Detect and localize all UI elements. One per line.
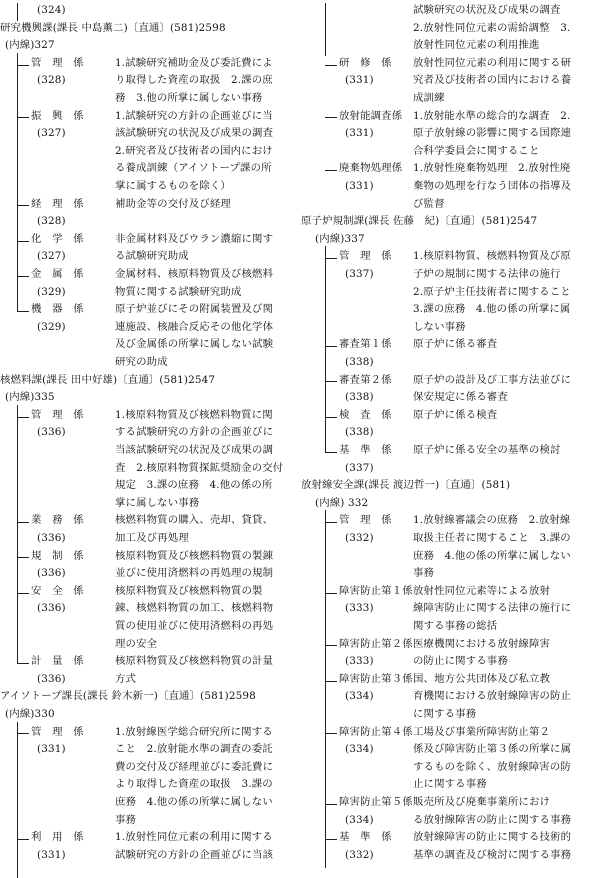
extension-number: (336) (37, 426, 66, 439)
section-name: 障害防止第３係 (339, 672, 413, 685)
duty-text: る養成訓練（アイソトープ課の所 (115, 162, 272, 175)
section-name: 経 理 係 (31, 197, 84, 210)
duty-text: 1.核原料物質、核燃料物質及び原 (413, 250, 571, 263)
section-name: 機 器 係 (31, 303, 84, 316)
tree-connector (325, 246, 326, 451)
duty-text: 関する事務の総括 (413, 620, 498, 632)
section-name: 安 全 係 (31, 584, 84, 597)
extension-number: (327) (37, 127, 66, 140)
duty-text: 育機関における放射線障害の防止 (413, 690, 572, 703)
tree-branch (325, 452, 337, 453)
duty-text: する試験研究の方針の企画並びに (115, 426, 274, 439)
duty-text: る試験研究助成 (115, 250, 189, 263)
section-name: 障害防止第５係 (339, 796, 413, 808)
duty-text: 方式 (115, 672, 137, 685)
tree-branch (17, 663, 29, 664)
section-name: 障害防止第４係 (339, 725, 413, 738)
extension-number: (336) (37, 532, 66, 544)
duty-text: 務 3.他の所掌に属しない事務 (115, 92, 263, 104)
duty-text: 究者及び技術者の国内における養 (413, 74, 572, 87)
tree-connector (17, 53, 18, 311)
duty-text: 医療機関における放射線障害 (413, 637, 551, 650)
duty-text: る放射線障害の防止に関する事務 (413, 813, 572, 826)
duty-text: 2.放射性同位元素の需給調整 3. (413, 21, 571, 34)
tree-branch (325, 839, 337, 840)
duty-text: り取得した資産の取扱 2.課の庶 (115, 74, 273, 87)
extension-number: (331) (345, 127, 374, 140)
duty-text: 事務 (413, 567, 435, 580)
duty-text: 費の交付及び経理並びに委託費に (115, 760, 274, 773)
tree-branch (325, 593, 337, 594)
extension-number: (334) (345, 813, 374, 826)
duty-text: 線障害防止に関する法律の施行に (413, 602, 572, 615)
section-name: 管 理 係 (31, 408, 84, 421)
section-name: 研 修 係 (339, 56, 392, 69)
duty-text: 3.課の庶務 4.他の係の所掌に属 (413, 303, 571, 316)
extension-number: (324) (37, 4, 66, 16)
extension-number: (327) (37, 250, 66, 263)
section-name: 金 属 係 (31, 268, 84, 280)
duty-text: 金属材料、核原料物質及び核燃料 (115, 268, 274, 280)
duty-text: 理の安全 (115, 637, 158, 650)
duty-text: 係及び障害防止第３係の所掌に属 (413, 743, 572, 756)
section-name: 障害防止第２係 (339, 637, 413, 650)
extension-number: (336) (37, 567, 66, 580)
duty-text: 加工及び再処理 (115, 532, 189, 544)
extension-number: (内線)327 (5, 39, 55, 52)
duty-text: 質の使用並びに使用済燃料の再処 (115, 620, 274, 632)
section-name: 廃棄物処理係 (339, 162, 403, 175)
duty-text: 放射性同位元素の利用推進 (413, 39, 540, 52)
duty-text: 1.放射線医学総合研究所に関する (115, 725, 273, 738)
duty-text: 子炉の規制に関する法律の施行 (413, 268, 561, 280)
right-column (301, 0, 600, 878)
duty-text: の防止に関する事務 (413, 655, 508, 668)
duty-text: 2.研究者及び技術者の国内におけ (115, 144, 273, 157)
extension-number: (333) (345, 602, 374, 615)
extension-number: (338) (345, 356, 374, 368)
extension-number: (332) (345, 532, 374, 544)
division-heading: 核燃料課(課長 田中好雄)〔直通〕(581)2547 (0, 373, 216, 386)
extension-number: (329) (37, 285, 66, 298)
section-name: 化 学 係 (31, 232, 84, 245)
duty-text: 1.放射性同位元素の利用に関する (115, 831, 273, 844)
duty-text: こと 2.放射能水準の調査の委託 (115, 743, 273, 756)
duty-text: 2.原子炉主任技術者に関すること (413, 285, 571, 298)
tree-branch (17, 733, 29, 734)
duty-text: 核原料物質及び核燃料物質の製 (115, 584, 263, 597)
duty-text: 錬、核燃料物質の加工、核燃料物 (115, 602, 274, 615)
tree-connector (325, 510, 326, 868)
tree-branch (325, 804, 337, 805)
section-name: 基 準 係 (339, 444, 392, 456)
extension-number: (内線) 332 (315, 496, 369, 509)
left-column (0, 0, 292, 878)
duty-text: 補助金等の交付及び経理 (115, 197, 231, 210)
duty-text: 核原料物質及び核燃料物質の製錬 (115, 549, 274, 562)
duty-text: 成訓練 (413, 92, 445, 104)
duty-text: 取扱主任者に関すること 3.課の (413, 532, 571, 544)
tree-branch (325, 733, 337, 734)
duty-text: するものを除く、放射線障害の防 (413, 760, 571, 773)
duty-text: 規定 3.課の庶務 4.他の係の所 (115, 479, 273, 492)
duty-text: 非金属材料及びウラン濃縮に関す (115, 232, 274, 245)
extension-number: (338) (345, 391, 374, 404)
tree-connector (17, 722, 18, 878)
duty-text: 工場及び事業所障害防止第２ (413, 725, 551, 738)
tree-branch (325, 417, 337, 418)
duty-text: に関する事務 (413, 708, 477, 720)
duty-text: 核燃料物質の購入、売却、貸貸、 (115, 514, 274, 527)
section-name: 管 理 係 (31, 725, 84, 738)
tree-branch (325, 346, 337, 347)
duty-text: 放射性同位元素の利用に関する研 (413, 56, 572, 69)
section-name: 計 量 係 (31, 655, 84, 668)
tree-branch (17, 417, 29, 418)
duty-text: 1.放射線審議会の庶務 2.放射線 (413, 514, 571, 527)
tree-branch (17, 205, 29, 206)
duty-text: 1.放射能水準の総合的な調査 2. (413, 109, 571, 122)
tree-branch (17, 65, 29, 66)
tree-branch (17, 241, 29, 242)
extension-number: (336) (37, 672, 66, 685)
section-name: 基 準 係 (339, 831, 392, 844)
duty-text: 庶務 4.他の係の所掌に属しない (115, 796, 273, 808)
tree-branch (325, 522, 337, 523)
tree-branch (325, 117, 337, 118)
duty-text: 基準の調査及び検討に関する事務 (413, 848, 572, 861)
duty-text: 核原料物質及び核燃料物質の計量 (115, 655, 274, 668)
extension-number: (331) (37, 743, 66, 756)
duty-text: 及び金属係の所掌に属しない試験 (115, 338, 274, 351)
extension-number: (333) (345, 655, 374, 668)
duty-text: 放射性同位元素等による放射 (413, 584, 551, 597)
extension-number: (329) (37, 320, 66, 333)
division-heading: 放射線安全課(課長 渡辺哲一)〔直通〕(581) (301, 479, 511, 492)
division-heading: 研究機興課(課長 中島薫二)〔直通〕(581)2598 (0, 21, 226, 34)
section-name: 審査第２係 (339, 373, 392, 386)
duty-text: 棄物の処理を行なう団体の指導及 (413, 180, 572, 192)
tree-branch (17, 117, 29, 118)
tree-branch (325, 645, 337, 646)
division-heading: アイソトープ課長(課長 鈴木新一)〔直通〕(581)2598 (0, 690, 256, 703)
duty-text: 原子炉並びにその附属装置及び関 (115, 303, 274, 316)
duty-text: 1.核原料物質及び核燃料物質に関 (115, 408, 273, 421)
tree-branch (17, 839, 29, 840)
duty-text: 査 2.核原料物質探鉱奨励金の交付 (115, 461, 284, 474)
extension-number: (336) (37, 602, 66, 615)
extension-number: (334) (345, 690, 374, 703)
duty-text: しない事務 (413, 320, 466, 333)
duty-text: 放射線障害の防止に関する技術的 (413, 831, 572, 844)
tree-branch (17, 311, 29, 312)
extension-number: (331) (345, 74, 374, 87)
duty-text: 合科学委員会に関すること (413, 144, 540, 157)
duty-text: 原子炉に係る安全の基準の検討 (413, 444, 561, 456)
extension-number: (328) (37, 215, 66, 228)
section-name: 管 理 係 (339, 514, 392, 527)
duty-text: 事務 (115, 813, 137, 826)
duty-text: 物質に関する試験研究助成 (115, 285, 242, 298)
duty-text: 止に関する事務 (413, 778, 487, 791)
extension-number: (337) (345, 268, 374, 280)
section-name: 業 務 係 (31, 514, 84, 527)
tree-connector (325, 3, 326, 56)
extension-number: (内線)335 (5, 391, 55, 404)
duty-text: 試験研究の状況及び成果の調査 (413, 4, 561, 16)
duty-text: 原子炉に係る検査 (413, 408, 498, 421)
section-name: 検 査 係 (339, 408, 392, 421)
duty-text: 掌に属しない事務 (115, 496, 200, 509)
extension-number: (331) (345, 180, 374, 192)
duty-text: 該試験研究の状況及び成果の調査 (115, 127, 274, 140)
tree-branch (17, 557, 29, 558)
section-name: 審査第１係 (339, 338, 392, 351)
extension-number: (331) (37, 848, 66, 861)
extension-number: (内線)337 (315, 232, 365, 245)
duty-text: 当該試験研究の状況及び成果の調 (115, 444, 274, 456)
section-name: 放射能調査係 (339, 109, 403, 122)
tree-branch (325, 170, 337, 171)
duty-text: 国、地方公共団体及び私立教 (413, 672, 551, 685)
duty-text: 原子炉の設計及び工事方法並びに (413, 373, 572, 386)
duty-text: 並びに使用済燃料の再処理の規制 (115, 567, 274, 580)
extension-number: (328) (37, 74, 66, 87)
duty-text: 原子炉に係る審査 (413, 338, 498, 351)
extension-number: (332) (345, 848, 374, 861)
duty-text: 研究の助成 (115, 356, 168, 368)
extension-number: (内線)330 (5, 708, 55, 720)
extension-number: (338) (345, 426, 374, 439)
tree-branch (17, 593, 29, 594)
duty-text: 庶務 4.他の係の所掌に属しない (413, 549, 571, 562)
duty-text: 連施設、核融合反応その他化学体 (115, 320, 274, 333)
section-name: 管 理 係 (31, 56, 84, 69)
duty-text: 1.試験研究補助金及び委託費によ (115, 56, 273, 69)
tree-branch (17, 522, 29, 523)
section-name: 利 用 係 (31, 831, 84, 844)
division-heading: 原子炉規制課(課長 佐藤 紀)〔直通〕(581)2547 (301, 215, 538, 228)
duty-text: 掌に属するものを除く） (115, 180, 231, 192)
duty-text: より取得した資産の取扱 3.課の (115, 778, 273, 791)
duty-text: 試験研究の方針の企画並びに当該 (115, 848, 274, 861)
extension-number: (334) (345, 743, 374, 756)
section-name: 管 理 係 (339, 250, 392, 263)
extension-number: (337) (345, 461, 374, 474)
duty-text: 1.試験研究の方針の企画並びに当 (115, 109, 273, 122)
duty-text: 販売所及び廃棄事業所におけ (413, 796, 551, 808)
section-name: 振 興 係 (31, 109, 84, 122)
duty-text: 原子放射線の影響に関する国際連 (413, 127, 572, 140)
tree-branch (325, 65, 337, 66)
section-name: 障害防止第１係 (339, 584, 413, 597)
section-name: 規 制 係 (31, 549, 84, 562)
duty-text: び監督 (413, 197, 445, 210)
tree-branch (17, 276, 29, 277)
tree-connector (17, 405, 18, 663)
tree-branch (325, 381, 337, 382)
tree-branch (325, 258, 337, 259)
duty-text: 保安規定に係る審査 (413, 391, 508, 404)
tree-connector (17, 3, 18, 21)
tree-branch (325, 681, 337, 682)
duty-text: 1.放射性廃棄物処理 2.放射性廃 (413, 162, 571, 175)
